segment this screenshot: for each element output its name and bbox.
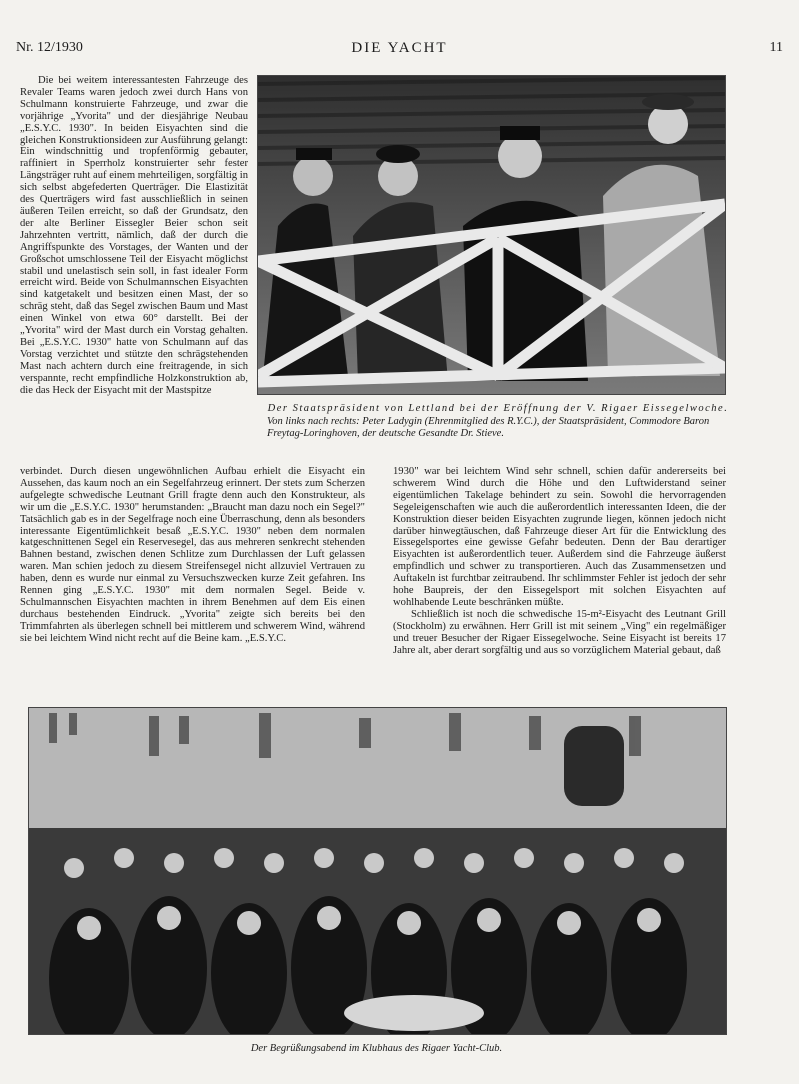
issue-number: Nr. 12/1930 [16, 40, 83, 55]
photo-top-caption [267, 403, 729, 441]
article-paragraph: Schließlich ist noch die schwedische 15-m²-Eisyacht des Leutnant Grill (Stockholm) zu erwähnen. Herr Grill ist mit seinem „Ving" ein regelmäßiger und treuer Besucher der Rigaer Eissegelwoche. Seine Eisyacht ist bereits 17 Jahre alt, aber derart sorgfältig und aus so vorzüglichem Material gebaut, daß [393, 608, 726, 656]
page-header [16, 40, 783, 58]
article-paragraph: 1930" war bei leichtem Wind sehr schnell, schien dafür andererseits bei schwerem Wind durch die Höhe und den Luftwiderstand seiner eigentümlichen Takelage behindert zu sein. Sowohl die hervorragenden Segeleigenschaften wie auch die außerordentlich interessanten Ideen, die der Konstruktion dieser beiden Eisyachten zugrunde liegen, können jedoch nicht darüber hinwegtäuschen, daß Fahrzeuge dieser Art für die Entwicklung des Eissegelsportes eine gewisse Gefahr bedeuten. Denn der Bau derartiger Eisyachten ist außerordentlich teuer. Außerdem sind die Fahrzeuge äußerst empfindlich und schwer zu transportieren. Auch das Zusammensetzen und Auftakeln ist furchtbar zeitraubend. Ihr schlimmster Fehler ist jedoch der sehr hohe Baupreis, der den Eissegelsport mit solchen Eisyachten auf wohlhabende Leute beschränken müßte. [393, 466, 726, 608]
photo-president-opening-image [258, 76, 725, 394]
photo-welcome-evening-image [29, 708, 726, 1034]
article-paragraph: verbindet. Durch diesen ungewöhnlichen Aufbau erhielt die Eisyacht ein Aussehen, das kaum noch an ein Segelfahrzeug erinnert. Der stets zum Scherzen aufgelegte schwedische Leutnant Grill fragte denn auch den Konstrukteur, als wir um die „E.S.Y.C. 1930" herumstanden: „Braucht man dazu noch ein Segel?" Tatsächlich gab es in der Segelfrage noch eine Überraschung, denn als besonders interessante Eigentümlichkeit besaß „E.S.Y.C. 1930" neben dem normalen katgeschnittenen Segel ein Reservesegel, das aus mehreren senkrecht stehenden Bahnen bestand, zwischen denen Schlitze zum Durchlassen der Luft gelassen waren. Man schien jedoch zu diesem Streifensegel nicht allzuviel Vertrauen zu haben, denn es wurde nur einmal zu Versuchszwecken kurze Zeit gefahren. Ins Rennen ging „E.S.Y.C. 1930" mit dem normalen Segel. Beide v. Schulmannschen Eisyachten machten in ihrem Benehmen auf dem Eis einen durchaus bestehenden Eindruck. „Yvorita" zeigte sich bereits bei den Trimmfahrten als überlegen schnell bei mittlerem und schwerem Wind, während sie bei leichtem Wind nicht recht auf die Beine kam. „E.S.Y.C. [20, 466, 365, 644]
photo-top-caption-detail: Von links nach rechts: Peter Ladygin (Ehrenmitglied des R.Y.C.), der Staatspräsident, Commodore Baron Freytag-Loringhoven, der deutsche Gesandte Dr. Stieve. [267, 415, 710, 439]
photo-top-caption-title: Der Staatspräsident von Lettland bei der Eröffnung der V. Rigaer Eissegelwoche. [267, 403, 729, 414]
photo-welcome-evening [28, 707, 727, 1035]
article-column-bottom-left [20, 466, 365, 698]
article-column-bottom-right [393, 466, 726, 698]
photo-president-opening [257, 75, 726, 395]
article-paragraph: Die bei weitem interessantesten Fahrzeuge des Revaler Teams waren jedoch zwei durch Hans von Schulmann konstruierte Fahrzeuge, und zwar die vorjährige „Yvorita" und der diesjährige Neubau „E.S.Y.C. 1930". In beiden Eisyachten sind die gleichen Konstruktionsideen zur Ausführung gelangt: Ein windschnittig und tropfenförmig gebauter, raffiniert in Sperrholz konstruierter sehr fester Längsträger ruht auf einem mehrteiligen, sorgfältig in sich selbst abgefederten Querträger. Die Elastizität des Querträgers wird fast ausschließlich in seinen äußeren Teilen erreicht, so daß der Grundsatz, den der alte Berliner Eissegler Beier schon seit Jahrzehnten vertritt, nämlich, daß der durch die Angriffspunkte des Vorstages, der Wanten und der Großschot umschlossene Teil der Eisyacht möglichst stabil und unelastisch sein soll, in fast idealer Form erreicht wird. Beide von Schulmannschen Eisyachten sind katgetakelt und besitzen einen Mast, der so schräg steht, daß das Segel zwischen Baum und Mast einen Winkel von etwa 60° darstellt. Bei der „Yvorita" wird der Mast durch ein Vorstag gehalten. Bei „E.S.Y.C. 1930" hatte von Schulmann auf das Vorstag verzichtet und stützte den schrägstehenden Mast nach achtern durch eine freitragende, in sich verspannte, recht empfindliche Holzkonstruktion ab, die das Heck der Eisyacht mit der Mastspitze [20, 75, 248, 396]
photo-bottom-caption [28, 1043, 725, 1054]
photo-bottom-caption-text: Der Begrüßungsabend im Klubhaus des Rigaer Yacht-Club. [250, 1043, 503, 1054]
page-number: 11 [769, 40, 783, 55]
magazine-title: DIE YACHT [351, 40, 448, 56]
article-column-left [20, 75, 248, 470]
